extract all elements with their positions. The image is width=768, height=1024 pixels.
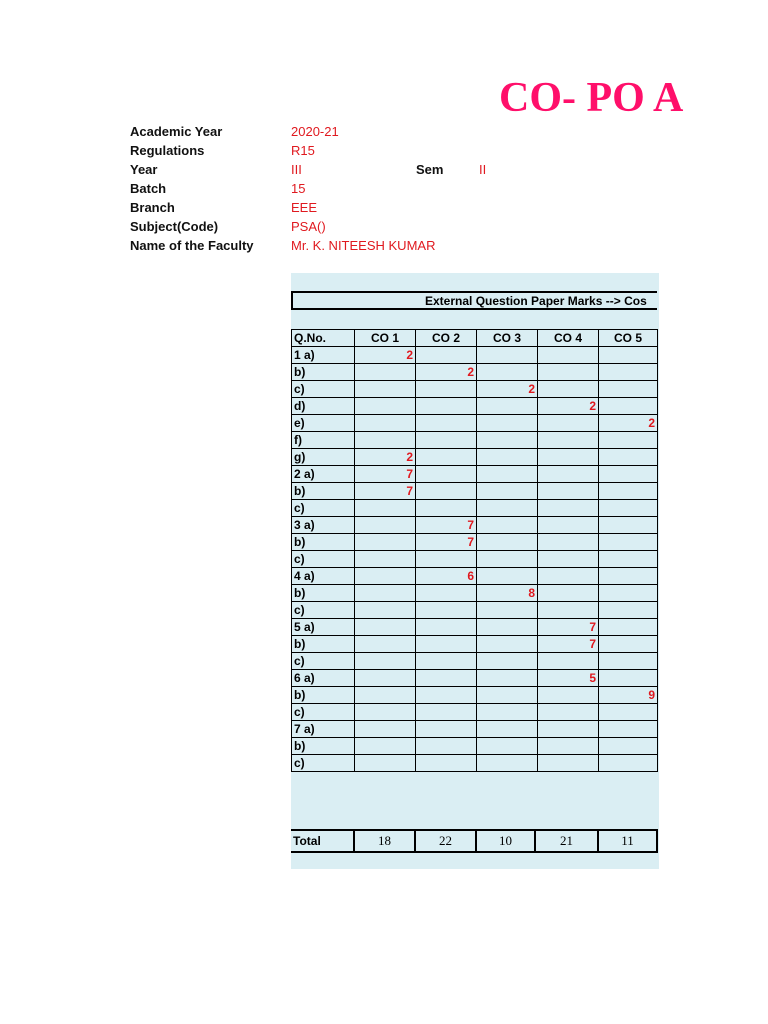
regulations-label: Regulations — [130, 143, 205, 158]
table-header-row — [292, 330, 658, 347]
co3-mark — [477, 534, 538, 551]
section-header — [291, 291, 657, 310]
co2-mark — [416, 415, 477, 432]
co1-mark — [355, 568, 416, 585]
co4-mark: 5 — [538, 670, 599, 687]
subject-row — [130, 217, 670, 236]
subject-label: Subject(Code) — [130, 219, 219, 234]
table-row — [292, 364, 658, 381]
co4-mark — [538, 500, 599, 517]
table-row — [292, 551, 658, 568]
co3-mark — [477, 568, 538, 585]
co3-mark — [477, 517, 538, 534]
sem-value: II — [479, 162, 487, 177]
co3-mark — [477, 721, 538, 738]
co5-mark — [599, 500, 658, 517]
co3-mark: 2 — [477, 381, 538, 398]
co5-mark — [599, 619, 658, 636]
co5-mark — [599, 347, 658, 364]
regulations-row — [130, 141, 670, 160]
co5-mark — [599, 466, 658, 483]
co1-mark — [355, 585, 416, 602]
total-co3: 10 — [476, 830, 535, 852]
question-number: b) — [292, 364, 355, 381]
table-row — [292, 704, 658, 721]
co1-mark: 7 — [355, 483, 416, 500]
co2-mark — [416, 602, 477, 619]
co3-mark: 8 — [477, 585, 538, 602]
co1-mark — [355, 670, 416, 687]
marks-table — [291, 329, 658, 772]
co4-mark — [538, 381, 599, 398]
co2-mark — [416, 721, 477, 738]
batch-row — [130, 179, 670, 198]
co5-mark — [599, 432, 658, 449]
total-co4: 21 — [535, 830, 598, 852]
co5-mark — [599, 517, 658, 534]
co4-mark — [538, 449, 599, 466]
co3-mark — [477, 415, 538, 432]
co4-mark — [538, 534, 599, 551]
co2-mark — [416, 619, 477, 636]
co5-mark — [599, 449, 658, 466]
co4-mark — [538, 483, 599, 500]
co2-mark: 7 — [416, 534, 477, 551]
co4-mark — [538, 432, 599, 449]
co5-mark — [599, 670, 658, 687]
branch-value: EEE — [291, 200, 318, 215]
co3-mark — [477, 687, 538, 704]
table-row — [292, 636, 658, 653]
total-co5: 11 — [598, 830, 657, 852]
co3-mark — [477, 738, 538, 755]
co1-mark — [355, 619, 416, 636]
batch-label: Batch — [130, 181, 167, 196]
question-number: 2 a) — [292, 466, 355, 483]
co4-mark — [538, 364, 599, 381]
co5-mark — [599, 704, 658, 721]
co1-mark — [355, 704, 416, 721]
faculty-row — [130, 236, 670, 255]
question-number: b) — [292, 687, 355, 704]
totals-row — [291, 830, 657, 852]
co4-mark — [538, 755, 599, 772]
section-header-text: External Question Paper Marks --> Cos — [425, 294, 647, 308]
co3-mark — [477, 483, 538, 500]
question-number: 4 a) — [292, 568, 355, 585]
table-row — [292, 449, 658, 466]
question-number: b) — [292, 738, 355, 755]
co3-mark — [477, 602, 538, 619]
co5-mark — [599, 636, 658, 653]
faculty-value: Mr. K. NITEESH KUMAR — [291, 238, 436, 253]
co2-mark — [416, 687, 477, 704]
co2-mark — [416, 466, 477, 483]
question-number: c) — [292, 551, 355, 568]
totals-table — [291, 829, 658, 853]
co1-mark — [355, 602, 416, 619]
co1-mark — [355, 534, 416, 551]
co2-mark — [416, 585, 477, 602]
question-number: f) — [292, 432, 355, 449]
header-co5: CO 5 — [599, 330, 658, 347]
question-number: e) — [292, 415, 355, 432]
question-number: c) — [292, 381, 355, 398]
co5-mark — [599, 534, 658, 551]
co1-mark — [355, 653, 416, 670]
table-row — [292, 415, 658, 432]
question-number: c) — [292, 602, 355, 619]
co2-mark — [416, 704, 477, 721]
co2-mark — [416, 432, 477, 449]
co3-mark — [477, 670, 538, 687]
co5-mark — [599, 721, 658, 738]
course-info — [130, 122, 670, 255]
co4-mark — [538, 347, 599, 364]
branch-row — [130, 198, 670, 217]
table-row — [292, 653, 658, 670]
co5-mark — [599, 483, 658, 500]
co4-mark — [538, 517, 599, 534]
question-number: 1 a) — [292, 347, 355, 364]
co3-mark — [477, 398, 538, 415]
co4-mark — [538, 568, 599, 585]
table-row — [292, 398, 658, 415]
question-number: c) — [292, 653, 355, 670]
co5-mark — [599, 738, 658, 755]
co5-mark — [599, 585, 658, 602]
co5-mark: 2 — [599, 415, 658, 432]
co2-mark — [416, 483, 477, 500]
co5-mark — [599, 398, 658, 415]
total-co2: 22 — [415, 830, 476, 852]
co2-mark — [416, 636, 477, 653]
co4-mark: 2 — [538, 398, 599, 415]
co3-mark — [477, 347, 538, 364]
co3-mark — [477, 500, 538, 517]
co3-mark — [477, 619, 538, 636]
co1-mark — [355, 364, 416, 381]
co1-mark — [355, 721, 416, 738]
co2-mark — [416, 670, 477, 687]
subject-value: PSA() — [291, 219, 326, 234]
question-number: c) — [292, 704, 355, 721]
year-label: Year — [130, 162, 158, 177]
co2-mark — [416, 755, 477, 772]
question-number: c) — [292, 755, 355, 772]
co3-mark — [477, 636, 538, 653]
table-row — [292, 432, 658, 449]
co5-mark — [599, 653, 658, 670]
co5-mark: 9 — [599, 687, 658, 704]
co2-mark: 2 — [416, 364, 477, 381]
co2-mark — [416, 381, 477, 398]
table-row — [292, 483, 658, 500]
co1-mark — [355, 398, 416, 415]
table-row — [292, 534, 658, 551]
question-number: 3 a) — [292, 517, 355, 534]
co1-mark: 7 — [355, 466, 416, 483]
question-number: c) — [292, 500, 355, 517]
header-qno: Q.No. — [292, 330, 355, 347]
table-row — [292, 619, 658, 636]
year-value: III — [291, 162, 302, 177]
co4-mark: 7 — [538, 619, 599, 636]
co1-mark — [355, 636, 416, 653]
co1-mark — [355, 687, 416, 704]
co5-mark — [599, 602, 658, 619]
co4-mark — [538, 466, 599, 483]
co4-mark: 7 — [538, 636, 599, 653]
question-number: 6 a) — [292, 670, 355, 687]
table-row — [292, 687, 658, 704]
co2-mark — [416, 738, 477, 755]
question-number: d) — [292, 398, 355, 415]
co4-mark — [538, 721, 599, 738]
co4-mark — [538, 704, 599, 721]
academic-year-value: 2020-21 — [291, 124, 339, 139]
question-number: g) — [292, 449, 355, 466]
co3-mark — [477, 466, 538, 483]
co3-mark — [477, 653, 538, 670]
co1-mark — [355, 415, 416, 432]
table-row — [292, 381, 658, 398]
co3-mark — [477, 364, 538, 381]
co4-mark — [538, 551, 599, 568]
table-row — [292, 721, 658, 738]
co2-mark: 7 — [416, 517, 477, 534]
co4-mark — [538, 738, 599, 755]
table-row — [292, 500, 658, 517]
table-row — [292, 568, 658, 585]
co2-mark — [416, 500, 477, 517]
co3-mark — [477, 449, 538, 466]
co2-mark — [416, 653, 477, 670]
question-number: 5 a) — [292, 619, 355, 636]
academic-year-row — [130, 122, 670, 141]
total-label: Total — [291, 830, 354, 852]
co2-mark — [416, 347, 477, 364]
co1-mark — [355, 432, 416, 449]
co5-mark — [599, 381, 658, 398]
table-row — [292, 585, 658, 602]
faculty-label: Name of the Faculty — [130, 238, 254, 253]
table-row — [292, 670, 658, 687]
question-number: 7 a) — [292, 721, 355, 738]
branch-label: Branch — [130, 200, 175, 215]
co2-mark: 6 — [416, 568, 477, 585]
co4-mark — [538, 602, 599, 619]
table-row — [292, 517, 658, 534]
header-co3: CO 3 — [477, 330, 538, 347]
co2-mark — [416, 449, 477, 466]
regulations-value: R15 — [291, 143, 315, 158]
co2-mark — [416, 551, 477, 568]
total-co1: 18 — [354, 830, 415, 852]
co3-mark — [477, 755, 538, 772]
table-row — [292, 602, 658, 619]
year-row — [130, 160, 670, 179]
co3-mark — [477, 704, 538, 721]
co4-mark — [538, 687, 599, 704]
co4-mark — [538, 585, 599, 602]
co5-mark — [599, 755, 658, 772]
co1-mark — [355, 755, 416, 772]
co5-mark — [599, 551, 658, 568]
table-row — [292, 466, 658, 483]
sem-label: Sem — [416, 162, 444, 177]
co4-mark — [538, 653, 599, 670]
header-co2: CO 2 — [416, 330, 477, 347]
co3-mark — [477, 432, 538, 449]
header-co1: CO 1 — [355, 330, 416, 347]
table-row — [292, 755, 658, 772]
co5-mark — [599, 568, 658, 585]
batch-value: 15 — [291, 181, 306, 196]
co1-mark — [355, 381, 416, 398]
co1-mark: 2 — [355, 347, 416, 364]
co1-mark: 2 — [355, 449, 416, 466]
co3-mark — [477, 551, 538, 568]
co2-mark — [416, 398, 477, 415]
table-row — [292, 738, 658, 755]
question-number: b) — [292, 585, 355, 602]
header-co4: CO 4 — [538, 330, 599, 347]
question-number: b) — [292, 483, 355, 500]
question-number: b) — [292, 534, 355, 551]
table-row — [292, 347, 658, 364]
co1-mark — [355, 517, 416, 534]
question-number: b) — [292, 636, 355, 653]
co4-mark — [538, 415, 599, 432]
page-title: CO- PO A — [499, 75, 684, 121]
co1-mark — [355, 551, 416, 568]
co1-mark — [355, 738, 416, 755]
co1-mark — [355, 500, 416, 517]
co5-mark — [599, 364, 658, 381]
academic-year-label: Academic Year — [130, 124, 223, 139]
